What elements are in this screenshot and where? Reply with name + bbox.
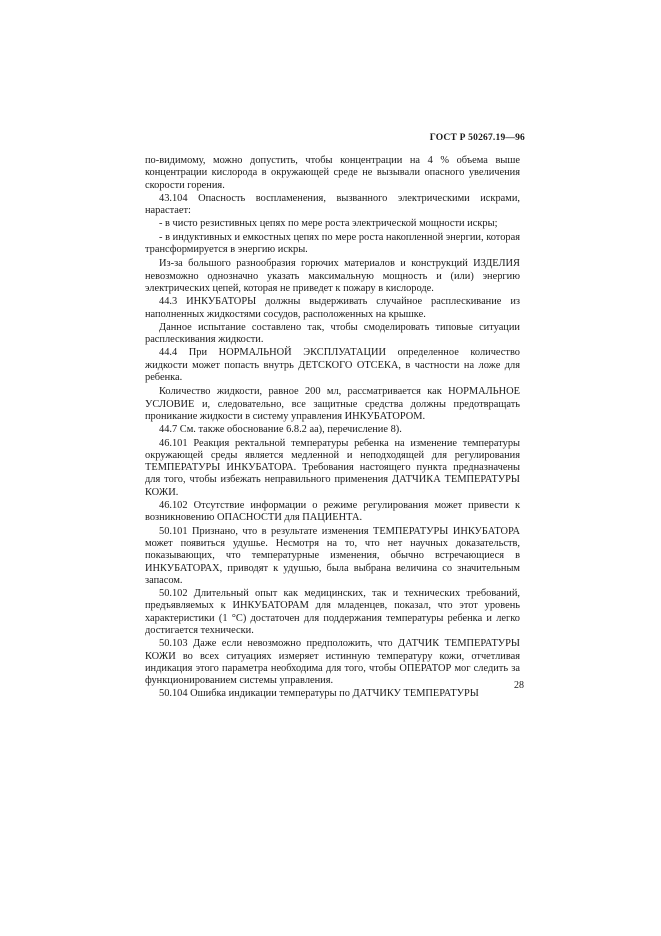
paragraph: 44.3 ИНКУБАТОРЫ должны выдерживать случайное расплескивание из наполненных жидкостями сосудов, расположенных на крышке. bbox=[145, 296, 520, 320]
paragraph: 46.102 Отсутствие информации о режиме регулирования может привести к возникновению ОПАСНОСТИ для ПАЦИЕНТА. bbox=[145, 500, 520, 524]
paragraph: 50.103 Даже если невозможно предположить, что ДАТЧИК ТЕМПЕРАТУРЫ КОЖИ во всех ситуациях измеряет истинную температуру кожи, отчетливая индикация этого параметра необходима для того, чтобы ОПЕРАТОР мог следить за функционированием системы управления. bbox=[145, 638, 520, 687]
list-item: - в индуктивных и емкостных цепях по мере роста накопленной энергии, которая трансформируется в энергию искры. bbox=[145, 231, 520, 256]
document-body bbox=[145, 155, 520, 702]
paragraph: 44.4 При НОРМАЛЬНОЙ ЭКСПЛУАТАЦИИ определенное количество жидкости может попасть внутрь ДЕТСКОГО ОТСЕКА, в частности на ложе для ребенка. bbox=[145, 347, 520, 384]
paragraph: 44.7 См. также обоснование 6.8.2 аа), перечисление 8). bbox=[159, 424, 402, 436]
paragraph: Из-за большого разнообразия горючих материалов и конструкций ИЗДЕЛИЯ невозможно однозначно указать максимальную мощность и (или) энергию электрических цепей, которая не приведет к пожару в кислороде. bbox=[145, 258, 520, 294]
page-number: 28 bbox=[514, 680, 524, 691]
paragraph: 50.104 Ошибка индикации температуры по ДАТЧИКУ ТЕМПЕРАТУРЫ bbox=[159, 688, 479, 700]
document-header: ГОСТ Р 50267.19—96 bbox=[429, 133, 525, 143]
paragraph: Данное испытание составлено так, чтобы смоделировать типовые ситуации расплескивания жидкости. bbox=[145, 321, 520, 346]
paragraph: Количество жидкости, равное 200 мл, рассматривается как НОРМАЛЬНОЕ УСЛОВИЕ и, следовательно, все защитные средства должны предотвращать проникание жидкости в систему управления ИНКУБАТОРОМ. bbox=[145, 386, 520, 422]
paragraph: 46.101 Реакция ректальной температуры ребенка на изменение температуры окружающей среды является медленной и неподходящей для регулирования ТЕМПЕРАТУРЫ ИНКУБАТОРА. Требования настоящего пункта предназначены для того, чтобы избежать неправильного применения ДАТЧИКА ТЕМПЕРАТУРЫ КОЖИ. bbox=[145, 437, 520, 498]
paragraph: 43.104 Опасность воспламенения, вызванного электрическими искрами, нарастает: bbox=[145, 192, 520, 217]
paragraph: 50.101 Признано, что в результате изменения ТЕМПЕРАТУРЫ ИНКУБАТОРА может появиться удушье. Несмотря на то, что нет научных доказательств, показывающих, что температурные изменения, обычно встречающиеся в ИНКУБАТОРАХ, приводят к удушью, была выбрана величина со значительным запасом. bbox=[145, 525, 520, 586]
list-item: - в чисто резистивных цепях по мере роста электрической мощности искры; bbox=[159, 218, 498, 230]
paragraph: по-видимому, можно допустить, чтобы концентрации на 4 % объема выше концентрации кислорода в окружающей среде не вызывали опасного увеличения скорости горения. bbox=[145, 155, 520, 191]
paragraph: 50.102 Длительный опыт как медицинских, так и технических требований, предъявляемых к ИНКУБАТОРАМ для младенцев, показал, что этот уровень характеристики (1 °С) достаточен для поддержания температуры ребенка и легко достигается технически. bbox=[145, 588, 520, 636]
